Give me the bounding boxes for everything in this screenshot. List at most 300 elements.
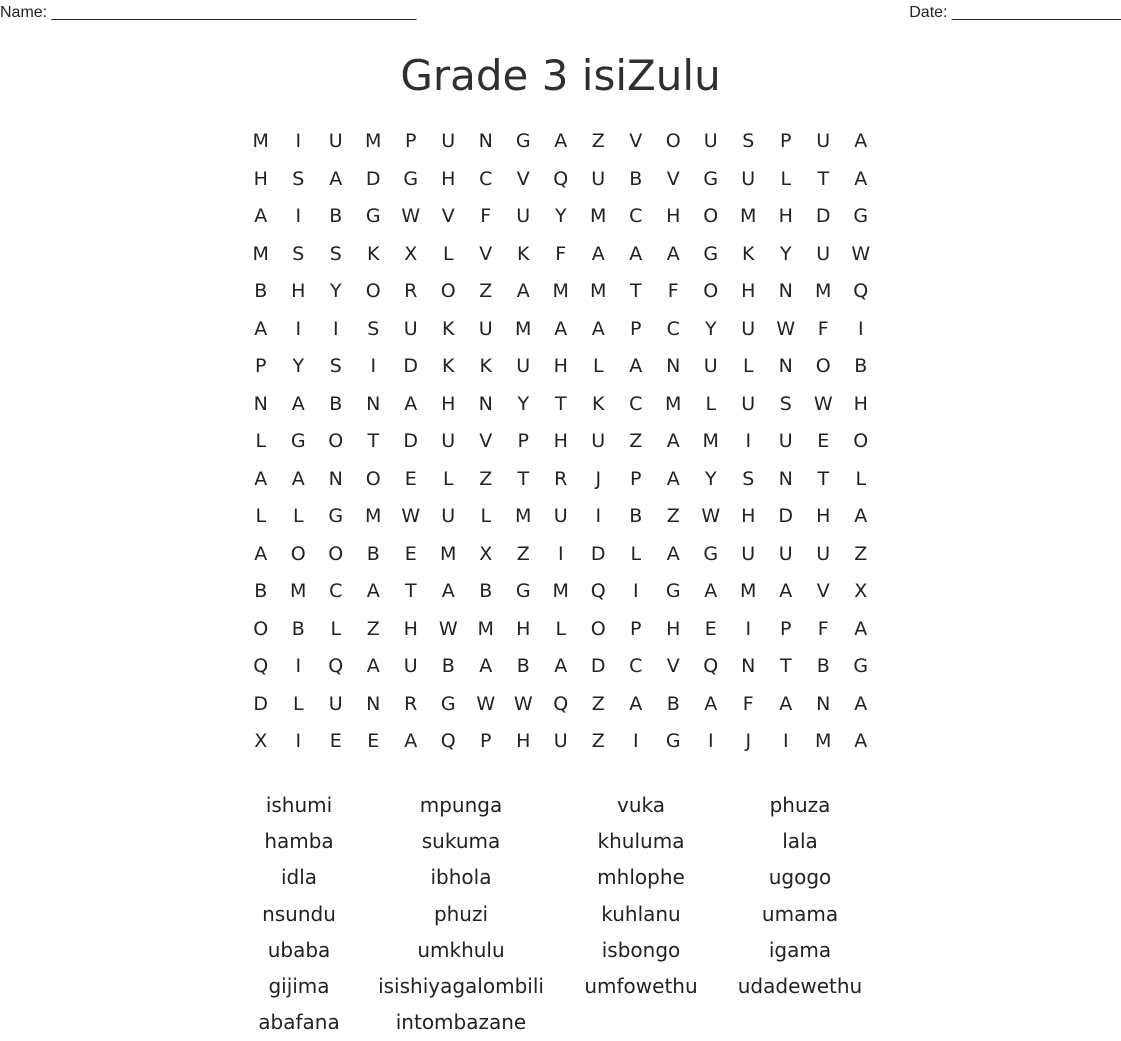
grid-letter: B (479, 580, 493, 602)
grid-letter: V (629, 130, 643, 152)
grid-letter: Z (479, 280, 493, 302)
grid-letter: P (405, 130, 417, 152)
grid-letter: Y (329, 280, 342, 302)
grid-letter: L (255, 505, 267, 527)
grid-letter: U (591, 430, 606, 452)
grid-letter: K (517, 242, 530, 265)
grid-letter: H (441, 392, 456, 415)
word-list-item: lala (782, 829, 818, 854)
grid-letter: E (367, 730, 380, 752)
grid-letter: Z (591, 130, 605, 152)
grid-letter: O (365, 280, 381, 302)
grid-letter: A (854, 730, 868, 752)
grid-letter: H (516, 617, 531, 640)
grid-letter: I (857, 317, 864, 340)
grid-letter: C (629, 392, 643, 415)
grid-letter: T (817, 167, 830, 190)
grid-letter: N (366, 392, 381, 415)
grid-letter: F (667, 280, 679, 302)
grid-letter: L (255, 430, 267, 452)
grid-letter: M (440, 542, 457, 565)
word-list-item: vuka (617, 793, 665, 817)
grid-letter: F (817, 617, 829, 640)
grid-letter: P (517, 430, 529, 452)
grid-letter: O (290, 542, 306, 565)
grid-letter: U (516, 205, 531, 227)
word-list-item: udadewethu (737, 974, 863, 998)
grid-letter: G (665, 580, 681, 602)
grid-letter: A (666, 430, 680, 452)
grid-letter: N (741, 655, 756, 677)
grid-letter: A (254, 542, 268, 565)
grid-letter: G (853, 655, 869, 677)
grid-letter: D (253, 692, 269, 715)
grid-letter: E (817, 430, 830, 452)
grid-letter: M (515, 505, 532, 527)
grid-letter: L (442, 467, 454, 490)
grid-letter: N (253, 392, 268, 415)
word-list-item: sukuma (421, 829, 501, 854)
grid-letter: Q (328, 655, 344, 677)
grid-letter: G (853, 205, 869, 227)
grid-letter: P (255, 355, 267, 377)
grid-letter: S (779, 392, 792, 415)
grid-letter: H (403, 617, 418, 640)
grid-letter: I (782, 730, 789, 752)
grid-letter: U (816, 242, 831, 265)
grid-letter: M (815, 280, 832, 302)
grid-letter: B (629, 167, 643, 190)
grid-letter: W (776, 317, 796, 340)
grid-letter: L (292, 692, 304, 715)
grid-letter: T (367, 430, 380, 452)
grid-letter: I (707, 730, 714, 752)
grid-letter: A (854, 617, 868, 640)
grid-letter: D (815, 205, 831, 227)
grid-letter: G (665, 730, 681, 752)
grid-letter: U (741, 542, 756, 565)
word-list-item: kuhlanu (601, 901, 681, 926)
grid-letter: H (441, 167, 456, 190)
grid-letter: M (815, 730, 832, 752)
grid-letter: R (404, 692, 418, 715)
grid-letter: U (816, 130, 831, 152)
grid-letter: Z (366, 617, 380, 640)
grid-letter: D (778, 505, 794, 527)
grid-letter: O (665, 130, 681, 152)
grid-letter: Y (779, 242, 792, 265)
grid-letter: T (779, 655, 792, 677)
grid-letter: H (741, 505, 756, 527)
grid-letter: Y (704, 317, 717, 340)
grid-letter: F (742, 692, 754, 715)
grid-letter: G (703, 542, 719, 565)
grid-letter: U (328, 130, 343, 152)
grid-letter: A (854, 130, 868, 152)
grid-letter: U (403, 655, 418, 677)
grid-letter: W (851, 242, 871, 265)
grid-letter: A (554, 655, 568, 677)
grid-letter: A (666, 542, 680, 565)
grid-letter: M (740, 205, 757, 227)
grid-letter: M (252, 130, 269, 152)
grid-letter: A (704, 580, 718, 602)
word-list-item: gijima (268, 974, 330, 998)
grid-letter: A (441, 580, 455, 602)
grid-letter: A (779, 692, 793, 715)
grid-letter: J (745, 730, 752, 752)
grid-letter: F (817, 317, 829, 340)
grid-letter: W (513, 692, 533, 715)
grid-letter: L (630, 542, 642, 565)
grid-letter: G (403, 167, 419, 190)
grid-letter: H (741, 280, 756, 302)
grid-letter: B (816, 655, 830, 677)
grid-letter: L (855, 467, 867, 490)
grid-letter: A (516, 280, 530, 302)
grid-letter: L (480, 505, 492, 527)
grid-letter: G (703, 242, 719, 265)
grid-letter: H (853, 392, 868, 415)
grid-letter: G (328, 505, 344, 527)
grid-letter: D (403, 355, 419, 377)
grid-letter: C (629, 205, 643, 227)
grid-letter: M (290, 580, 307, 602)
grid-letter: N (478, 130, 493, 152)
grid-letter: I (295, 655, 302, 677)
grid-letter: A (704, 692, 718, 715)
grid-letter: U (441, 130, 456, 152)
grid-letter: Y (704, 467, 717, 490)
word-list-item: isishiyagalombili (378, 974, 544, 998)
grid-letter: P (480, 730, 492, 752)
grid-letter: I (595, 505, 602, 527)
grid-letter: B (329, 205, 343, 227)
grid-letter: B (254, 280, 268, 302)
grid-letter: D (365, 167, 381, 190)
grid-letter: I (745, 617, 752, 640)
grid-letter: Q (253, 655, 269, 677)
grid-letter: A (404, 392, 418, 415)
grid-letter: U (703, 355, 718, 377)
grid-letter: G (703, 167, 719, 190)
grid-letter: C (629, 655, 643, 677)
grid-letter: U (703, 130, 718, 152)
grid-letter: B (666, 692, 680, 715)
grid-letter: M (365, 130, 382, 152)
grid-letter: G (440, 692, 456, 715)
grid-letter: M (252, 242, 269, 265)
grid-letter: N (816, 692, 831, 715)
grid-letter: O (703, 205, 719, 227)
grid-letter: S (329, 355, 342, 377)
grid-letter: H (778, 205, 793, 227)
grid-letter: H (553, 355, 568, 377)
word-list-item: hamba (264, 829, 334, 854)
grid-letter: M (590, 205, 607, 227)
grid-letter: B (366, 542, 380, 565)
grid-letter: P (630, 617, 642, 640)
word-list-item: nsundu (262, 901, 336, 926)
grid-letter: L (330, 617, 342, 640)
grid-letter: I (370, 355, 377, 377)
grid-letter: H (253, 167, 268, 190)
grid-letter: S (292, 242, 305, 265)
grid-letter: L (555, 617, 567, 640)
grid-letter: O (590, 617, 606, 640)
grid-letter: W (476, 692, 496, 715)
grid-letter: D (403, 430, 419, 452)
grid-letter: Q (553, 692, 569, 715)
grid-letter: U (591, 167, 606, 190)
grid-letter: A (254, 467, 268, 490)
grid-letter: A (591, 242, 605, 265)
grid-letter: K (442, 355, 455, 377)
grid-letter: B (629, 505, 643, 527)
grid-letter: U (516, 355, 531, 377)
grid-letter: A (291, 467, 305, 490)
grid-letter: S (742, 467, 755, 490)
grid-letter: T (817, 467, 830, 490)
grid-letter: Z (516, 542, 530, 565)
name-field-label: Name: _________________________________________ (0, 4, 417, 21)
grid-letter: U (441, 430, 456, 452)
grid-letter: H (816, 505, 831, 527)
grid-letter: K (367, 242, 380, 265)
grid-letter: Z (666, 505, 680, 527)
grid-letter: U (478, 317, 493, 340)
grid-letter: E (404, 542, 417, 565)
grid-letter: P (780, 617, 792, 640)
grid-letter: E (329, 730, 342, 752)
grid-letter: B (254, 580, 268, 602)
grid-letter: X (254, 730, 268, 752)
grid-letter: K (442, 317, 455, 340)
grid-letter: O (703, 280, 719, 302)
grid-letter: J (595, 467, 602, 490)
grid-letter: N (478, 392, 493, 415)
grid-letter: B (441, 655, 455, 677)
grid-letter: W (401, 505, 421, 527)
grid-letter: N (666, 355, 681, 377)
grid-letter: A (404, 730, 418, 752)
grid-letter: F (555, 242, 567, 265)
word-list-item: abafana (258, 1010, 340, 1035)
grid-letter: U (553, 505, 568, 527)
grid-letter: U (778, 430, 793, 452)
grid-letter: A (254, 205, 268, 227)
grid-letter: U (403, 317, 418, 340)
grid-letter: E (404, 467, 417, 490)
grid-letter: O (365, 467, 381, 490)
grid-letter: L (780, 167, 792, 190)
grid-letter: V (516, 167, 530, 190)
grid-letter: Q (440, 730, 456, 752)
grid-letter: A (554, 130, 568, 152)
grid-letter: G (515, 130, 531, 152)
grid-letter: A (854, 692, 868, 715)
grid-letter: I (295, 130, 302, 152)
grid-letter: H (516, 730, 531, 752)
word-list-item: umkhulu (417, 937, 505, 962)
grid-letter: W (813, 392, 833, 415)
grid-letter: I (295, 317, 302, 340)
grid-letter: A (629, 355, 643, 377)
word-list-item: khuluma (597, 829, 685, 854)
word-list-item: isbongo (601, 937, 681, 962)
grid-letter: Z (591, 730, 605, 752)
grid-letter: B (329, 392, 343, 415)
word-list-item: ubaba (267, 937, 331, 962)
grid-letter: I (632, 730, 639, 752)
grid-letter: A (366, 655, 380, 677)
grid-letter: A (366, 580, 380, 602)
grid-letter: P (630, 467, 642, 490)
grid-letter: M (590, 280, 607, 302)
grid-letter: Y (292, 355, 305, 377)
word-list-item: ishumi (265, 793, 333, 817)
grid-letter: N (366, 692, 381, 715)
grid-letter: N (778, 355, 793, 377)
grid-letter: A (854, 167, 868, 190)
grid-letter: T (404, 580, 417, 602)
grid-letter: U (778, 542, 793, 565)
word-list-item: ibhola (430, 865, 492, 890)
word-list-item: umfowethu (584, 974, 698, 998)
grid-letter: A (666, 467, 680, 490)
grid-letter: U (816, 542, 831, 565)
grid-letter: X (479, 542, 493, 565)
grid-letter: S (292, 167, 305, 190)
page-title: Grade 3 isiZulu (400, 51, 721, 100)
grid-letter: Q (590, 580, 606, 602)
grid-letter: Y (517, 392, 530, 415)
grid-letter: T (554, 392, 567, 415)
grid-letter: L (705, 392, 717, 415)
grid-letter: F (480, 205, 492, 227)
grid-letter: T (629, 280, 642, 302)
grid-letter: T (517, 467, 530, 490)
grid-letter: V (441, 205, 455, 227)
grid-letter: S (329, 242, 342, 265)
grid-letter: O (853, 430, 869, 452)
grid-letter: I (632, 580, 639, 602)
date-field-label: Date: ___________________ (909, 4, 1121, 21)
grid-letter: M (552, 580, 569, 602)
grid-letter: X (854, 580, 868, 602)
grid-letter: G (515, 580, 531, 602)
word-list-item: mhlophe (597, 865, 685, 890)
grid-letter: W (438, 617, 458, 640)
grid-letter: M (365, 505, 382, 527)
grid-letter: S (367, 317, 380, 340)
grid-letter: U (741, 392, 756, 415)
grid-letter: D (590, 542, 606, 565)
grid-letter: O (328, 430, 344, 452)
grid-letter: N (328, 467, 343, 490)
grid-letter: A (591, 317, 605, 340)
grid-letter: A (254, 317, 268, 340)
grid-letter: V (479, 430, 493, 452)
grid-letter: H (291, 280, 306, 302)
grid-letter: R (554, 467, 568, 490)
grid-letter: G (290, 430, 306, 452)
grid-letter: Q (703, 655, 719, 677)
grid-letter: L (592, 355, 604, 377)
grid-letter: U (741, 167, 756, 190)
word-list-item: intombazane (395, 1010, 527, 1035)
grid-letter: B (854, 355, 868, 377)
grid-letter: M (665, 392, 682, 415)
grid-letter: Z (591, 692, 605, 715)
grid-letter: A (666, 242, 680, 265)
grid-letter: I (295, 205, 302, 227)
grid-letter: R (404, 280, 418, 302)
grid-letter: B (516, 655, 530, 677)
grid-letter: C (329, 580, 343, 602)
grid-letter: S (742, 130, 755, 152)
grid-letter: I (332, 317, 339, 340)
grid-letter: I (745, 430, 752, 452)
grid-letter: Z (629, 430, 643, 452)
grid-letter: E (704, 617, 717, 640)
grid-letter: Z (854, 542, 868, 565)
grid-letter: A (291, 392, 305, 415)
grid-letter: L (442, 242, 454, 265)
grid-letter: L (742, 355, 754, 377)
grid-letter: D (590, 655, 606, 677)
grid-letter: H (553, 430, 568, 452)
grid-letter: A (629, 242, 643, 265)
grid-letter: O (815, 355, 831, 377)
grid-letter: U (553, 730, 568, 752)
word-list-item: umama (761, 901, 839, 926)
grid-letter: A (554, 317, 568, 340)
grid-letter: V (816, 580, 830, 602)
word-list-item: ugogo (768, 865, 832, 890)
word-list-item: igama (768, 937, 832, 962)
grid-letter: O (253, 617, 269, 640)
grid-letter: P (780, 130, 792, 152)
grid-letter: H (666, 617, 681, 640)
grid-letter: W (401, 205, 421, 227)
grid-letter: M (740, 580, 757, 602)
grid-letter: V (666, 167, 680, 190)
grid-letter: U (328, 692, 343, 715)
grid-letter: A (629, 692, 643, 715)
grid-letter: Y (554, 205, 567, 227)
grid-letter: M (477, 617, 494, 640)
grid-letter: Q (853, 280, 869, 302)
grid-letter: H (666, 205, 681, 227)
grid-letter: V (479, 242, 493, 265)
grid-letter: U (441, 505, 456, 527)
grid-letter: A (329, 167, 343, 190)
grid-letter: M (702, 430, 719, 452)
grid-letter: B (291, 617, 305, 640)
grid-letter: M (552, 280, 569, 302)
grid-letter: N (778, 467, 793, 490)
grid-letter: W (701, 505, 721, 527)
grid-letter: Z (479, 467, 493, 490)
grid-letter: L (292, 505, 304, 527)
grid-letter: V (666, 655, 680, 677)
grid-letter: K (592, 392, 605, 415)
word-list-item: idla (280, 865, 318, 890)
grid-letter: Q (553, 167, 569, 190)
grid-letter: P (630, 317, 642, 340)
grid-letter: I (295, 730, 302, 752)
